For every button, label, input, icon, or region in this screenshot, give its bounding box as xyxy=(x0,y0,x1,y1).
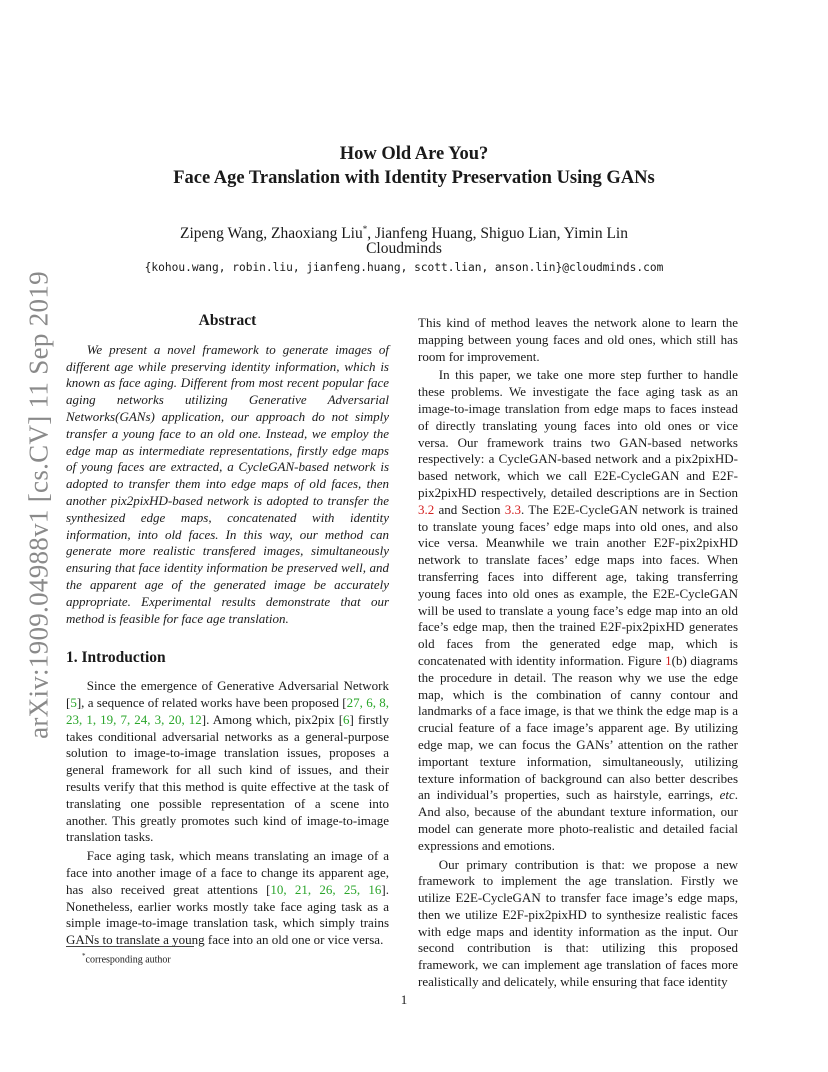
arxiv-stamp xyxy=(16,271,61,739)
footnote-mark: * xyxy=(82,952,86,960)
intro-paragraph-1: Since the emergence of Generative Adversarial Network [5], a sequence of related works have been proposed [27, 6, 8, 23, 1, 19, 7, 24, 3, 20, 12]. Among which, pix2pix [6] firstly takes conditional adversarial networks as a general-purpose solution to image-to-image translation issues, proposes a general framework for all such kind of issues, and their results verify that this method is quite effective at the task of translating one possible representation of a scene into another. This greatly promotes such kind of image-to-image translation tasks. xyxy=(66,678,390,845)
corresponding-author-mark: * xyxy=(362,224,368,234)
paper-title-line-2: Face Age Translation with Identity Preservation Using GANs xyxy=(173,168,655,188)
paper-title-line-1: How Old Are You? xyxy=(339,144,489,164)
footnote-rule xyxy=(66,946,194,947)
citation-link[interactable]: 5 xyxy=(70,694,77,710)
right-paragraph-1: In this paper, we take one more step further to handle these problems. We investigate the face aging task as an image-to-image translation from edge maps to faces instead of directly translating young faces into old ones or vice versa. Our framework trains two GAN-based networks respectively: a CycleGAN-based network and a pix2pixHD-based network, which we call E2E-CycleGAN and E2F-pix2pixHD respectively, detailed descriptions are in Section 3.2 and Section 3.3. The E2E-CycleGAN network is trained to translate young faces’ edge maps into old ones, and also vice versa. Meanwhile we train another E2F-pix2pixHD network to translate faces’ edge maps into faces. When transferring faces into different age, taking transferring young faces into old ones as example, the E2E-CycleGAN will be used to translate a young face’s edge map into an old face’s edge map, then the trained E2F-pix2pixHD generates old faces from the generated edge map, which is concatenated with identity information. Figure 1(b) diagrams the procedure in detail. The reason why we use the edge map, which is the combination of canny contour and landmarks of a face image, is that we think the edge map is a crucial feature of a face image’s apparent age. By utilizing edge map, we can focus the GANs’ attention on the rather important texture information, simultaneously, utilizing texture information of background can also better describes an individual’s properties, such as hairstyle, earrings, etc. And also, because of the abundant texture information, our model can generate more photo-realistic and detailed facial expressions and emotions. xyxy=(418,367,738,853)
author-emails: {kohou.wang, robin.liu, jianfeng.huang, scott.lian, anson.lin}@cloudminds.com xyxy=(144,261,664,274)
arxiv-stamp-text: arXiv:1909.04988v1 [cs.CV] 11 Sep 2019 xyxy=(23,271,53,739)
introduction-heading: 1. Introduction xyxy=(66,649,166,667)
right-paragraph-continued: This kind of method leaves the network alone to learn the mapping between young faces and old ones, which still has room for improvement. xyxy=(418,315,738,364)
citation-link[interactable]: 10, 21, 26, 25, 16 xyxy=(270,881,382,897)
author-names-b: , Jianfeng Huang, Shiguo Lian, Yimin Lin xyxy=(367,225,628,243)
footnote xyxy=(82,952,171,965)
section-ref-link[interactable]: 3.2 xyxy=(418,501,435,517)
right-column xyxy=(418,315,738,991)
intro-paragraph-2: Face aging task, which means translating an image of a face into another image of a face to change its apparent age, has also received great attentions [10, 21, 26, 25, 16]. Nonetheless, earlier works mostly take face aging task as a simple image-to-image translation task, which simply trains GANs to translate a young face into an old one or vice versa. xyxy=(66,848,389,948)
citation-link[interactable]: 6 xyxy=(343,711,350,727)
abstract-heading: Abstract xyxy=(198,312,257,329)
left-column xyxy=(66,313,389,949)
citation-link[interactable]: 27, 6, 8, 23, 1, 19, 7, 24, 3, 20, 12 xyxy=(66,694,390,727)
section-ref-link[interactable]: 3.3 xyxy=(504,501,521,517)
figure-ref-link[interactable]: 1 xyxy=(665,652,672,668)
affiliation: Cloudminds xyxy=(366,240,442,257)
page-number: 1 xyxy=(400,992,408,1007)
author-names-a: Zipeng Wang, Zhaoxiang Liu xyxy=(180,225,363,243)
abstract-text: We present a novel framework to generate images of different age while preserving identity information, which is known as face aging. Different from most recent popular face aging networks utilizing Generative Adversarial Networks(GANs) application, our approach do not simply transfer a young face to an old one. Instead, we employ the edge map as intermediate representations, firstly edge maps of young faces are extracted, a CycleGAN-based network is adopted to transfer them into edge maps of old faces, then another pix2pixHD-based network is adopted to transfer the synthesized edge maps, concatenated with identity information, into old faces. In this way, our method can generate more realistic transfered images, simultaneously ensuring that face identity information be preserved well, and the apparent age of the generated image be accurately appropriate. Experimental results demonstrate that our method is feasible for face age translation. xyxy=(66,341,389,626)
footnote-text: corresponding author xyxy=(85,954,171,966)
right-paragraph-2: Our primary contribution is that: we propose a new framework to implement the age translation. Firstly we utilize E2E-CycleGAN to transfer face image’s edge maps, then we utilize E2F-pix2pixHD to synthesize realistic faces with edge maps and identity information as the input. Our second contribution is that: utilizing this proposed framework, we can implement age translation of faces more realistically and delicately, while ensuring that face identity xyxy=(418,856,738,990)
